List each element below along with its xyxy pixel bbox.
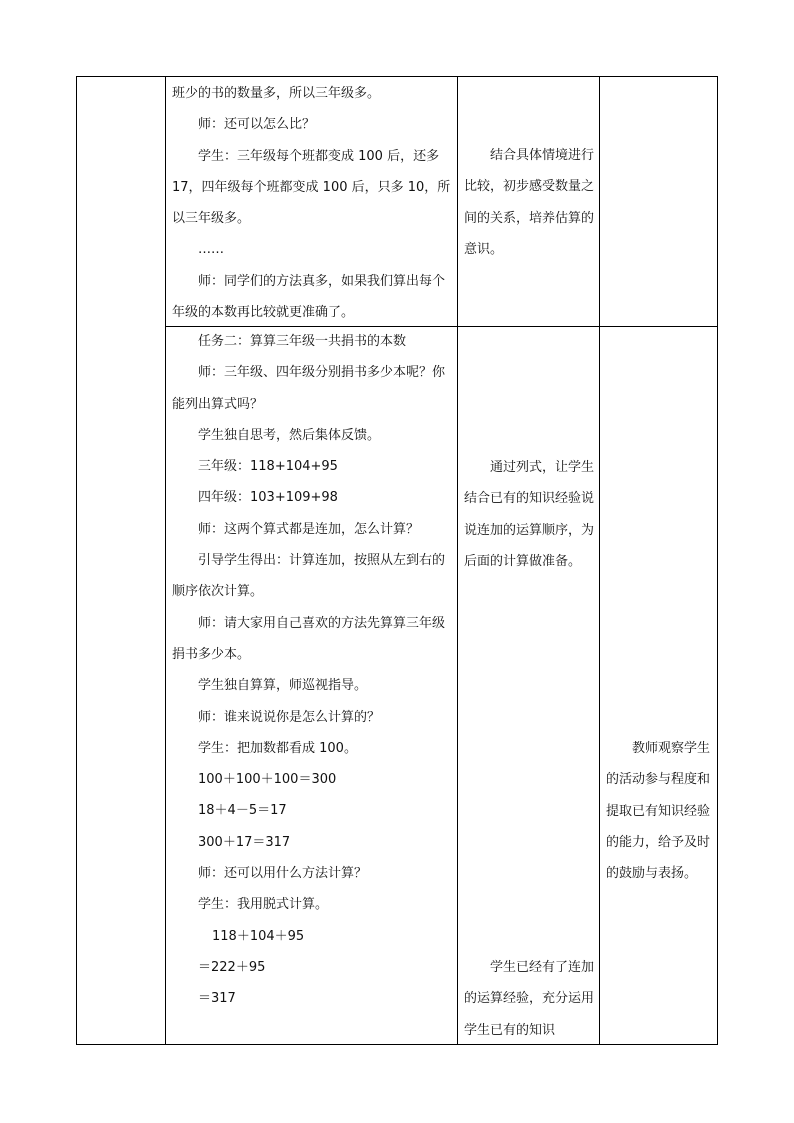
design-intent: 结合具体情境进行比较，初步感受数量之间的关系，培养估算的意识。: [464, 148, 595, 257]
table-left-border: [76, 76, 77, 1045]
equation-line: ＝317: [198, 991, 236, 1007]
process-line: 学生：把加数都看成 100。: [198, 740, 357, 756]
column-divider-1: [165, 76, 166, 1045]
process-line: 三年级：118+104+95: [198, 459, 338, 475]
equation-line: 18＋4－5＝17: [198, 803, 287, 819]
row2-intent-cell-2: [464, 952, 594, 1046]
row2-intent-cell-1: [464, 452, 594, 577]
process-line: 学生独自思考，然后集体反馈。: [198, 427, 381, 443]
equation-line: 118＋104＋95: [212, 928, 305, 944]
task-title: 任务二：算算三年级一共捐书的本数: [198, 334, 407, 349]
row2-process-cell: [172, 326, 452, 1015]
evaluation-text: 教师观察学生的活动参与程度和提取已有知识经验的能力，给予及时的鼓励与表扬。: [606, 741, 711, 882]
design-intent: 通过列式，让学生结合已有的知识经验说说连加的运算顺序，为后面的计算做准备。: [464, 460, 595, 569]
table-bottom-border: [76, 1044, 718, 1045]
process-line: 师：三年级、四年级分别捐书多少本呢？你能列出算式吗？: [172, 365, 446, 412]
process-line: 师：同学们的方法真多，如果我们算出每个年级的本数再比较就更准确了。: [172, 273, 446, 321]
process-line: 师：谁来说说你是怎么计算的？: [198, 709, 381, 725]
process-line: 学生独自算算，师巡视指导。: [198, 678, 368, 694]
table-top-border: [76, 76, 718, 77]
equation-line: 100＋100＋100＝300: [198, 772, 337, 788]
equation-line: ＝222＋95: [198, 959, 266, 975]
process-line: 师：请大家用自己喜欢的方法先算算三年级捐书多少本。: [172, 615, 446, 662]
process-line: 师：还可以怎么比？: [198, 117, 316, 133]
process-line: ……: [198, 242, 224, 258]
process-line: 引导学生得出：计算连加，按照从左到右的顺序依次计算。: [172, 553, 446, 600]
process-line: 四年级：103+109+98: [198, 490, 338, 506]
table-right-border: [717, 76, 718, 1045]
process-line: 学生：我用脱式计算。: [198, 897, 329, 913]
process-line: 师：这两个算式都是连加，怎么计算？: [198, 521, 420, 537]
design-intent: 学生已经有了连加的运算经验，充分运用学生已有的知识: [464, 960, 595, 1038]
process-line: 师：还可以用什么方法计算？: [198, 866, 368, 882]
row1-intent-cell: [464, 140, 594, 265]
process-line: 学生：三年级每个班都变成 100 后，还多 17，四年级每个班都变成 100 后，只多 10，所以三年级多。: [172, 148, 451, 227]
process-line: 班少的书的数量多，所以三年级多。: [172, 86, 381, 101]
equation-line: 300＋17＝317: [198, 834, 291, 850]
row1-process-cell: [172, 78, 452, 328]
column-divider-3: [599, 76, 600, 1045]
row2-evaluation-cell: [606, 733, 712, 889]
column-divider-2: [457, 76, 458, 1045]
